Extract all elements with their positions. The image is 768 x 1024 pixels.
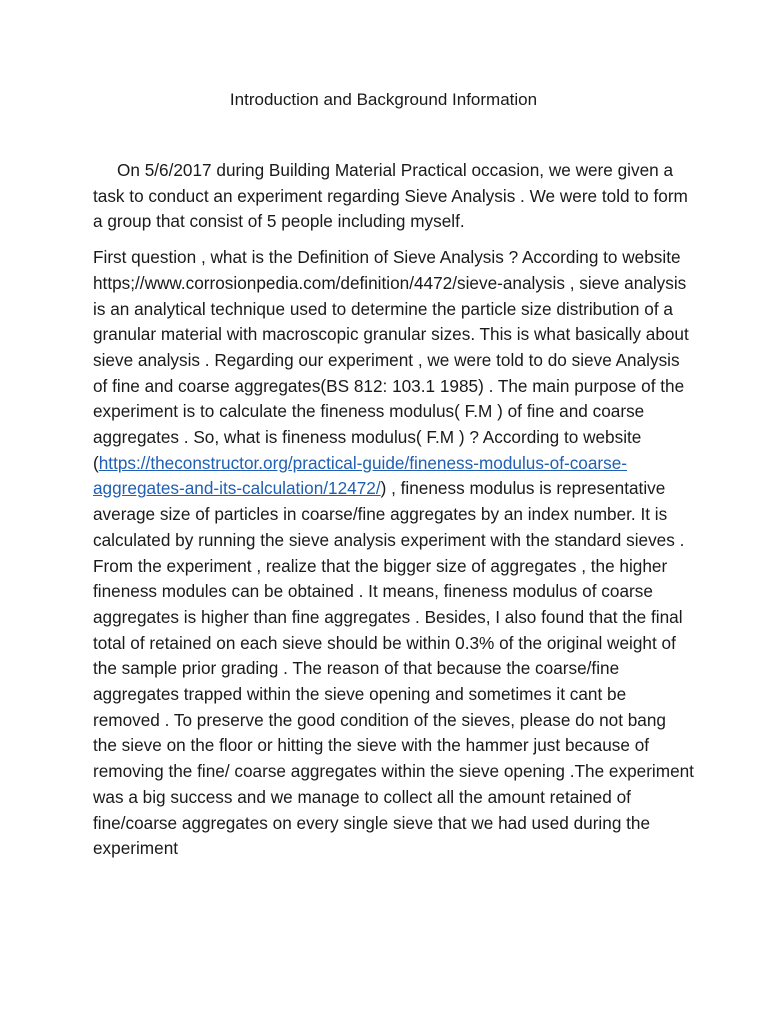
definition-text-before-link: First question , what is the Definition of Sieve Analysis ? According to website https;//www.corrosionpedia.com/definition/4472/sieve-analysis , sieve analysis is an analytical technique used to determine the particle size distribution of a granular material with macroscopic granular sizes. This is what basically about sieve analysis . Regarding our experiment , we were told to do sieve Analysis of fine and coarse aggregates(BS 812: 103.1 1985) . The main purpose of the experiment is to calculate the fineness modulus( F.M ) of fine and coarse aggregates . So, what is fineness modulus( F.M ) ? According to website ( <box>93 247 689 473</box>
fineness-modulus-link[interactable]: https://theconstructor.org/practical-guide/fineness-modulus-of-coarse-aggregates-and-its-calculation/12472/ <box>93 452 628 499</box>
definition-text-after-link: ) , fineness modulus is representative average size of particles in coarse/fine aggregates by an index number. It is calculated by running the sieve analysis experiment with the standard sieves . From the experiment , realize that the bigger size of aggregates , the higher fineness modules can be obtained . It means, fineness modulus of coarse aggregates is higher than fine aggregates . Besides, I also found that the final total of retained on each sieve should be within 0.3% of the original weight of the sample prior grading . The reason of that because the coarse/fine aggregates trapped within the sieve opening and sometimes it cant be removed . To preserve the good condition of the sieves, please do not bang the sieve on the floor or hitting the sieve with the hammer just because of removing the fine/ coarse aggregates within the sieve opening .The experiment was a big success and we manage to collect all the amount retained of fine/coarse aggregates on every single sieve that we had used during the experiment <box>93 478 694 859</box>
definition-paragraph <box>93 245 694 862</box>
intro-paragraph: On 5/6/2017 during Building Material Practical occasion, we were given a task to conduct an experiment regarding Sieve Analysis . We were told to form a group that consist of 5 people including myself. <box>93 160 688 232</box>
document-title: Introduction and Background Information <box>229 90 538 109</box>
